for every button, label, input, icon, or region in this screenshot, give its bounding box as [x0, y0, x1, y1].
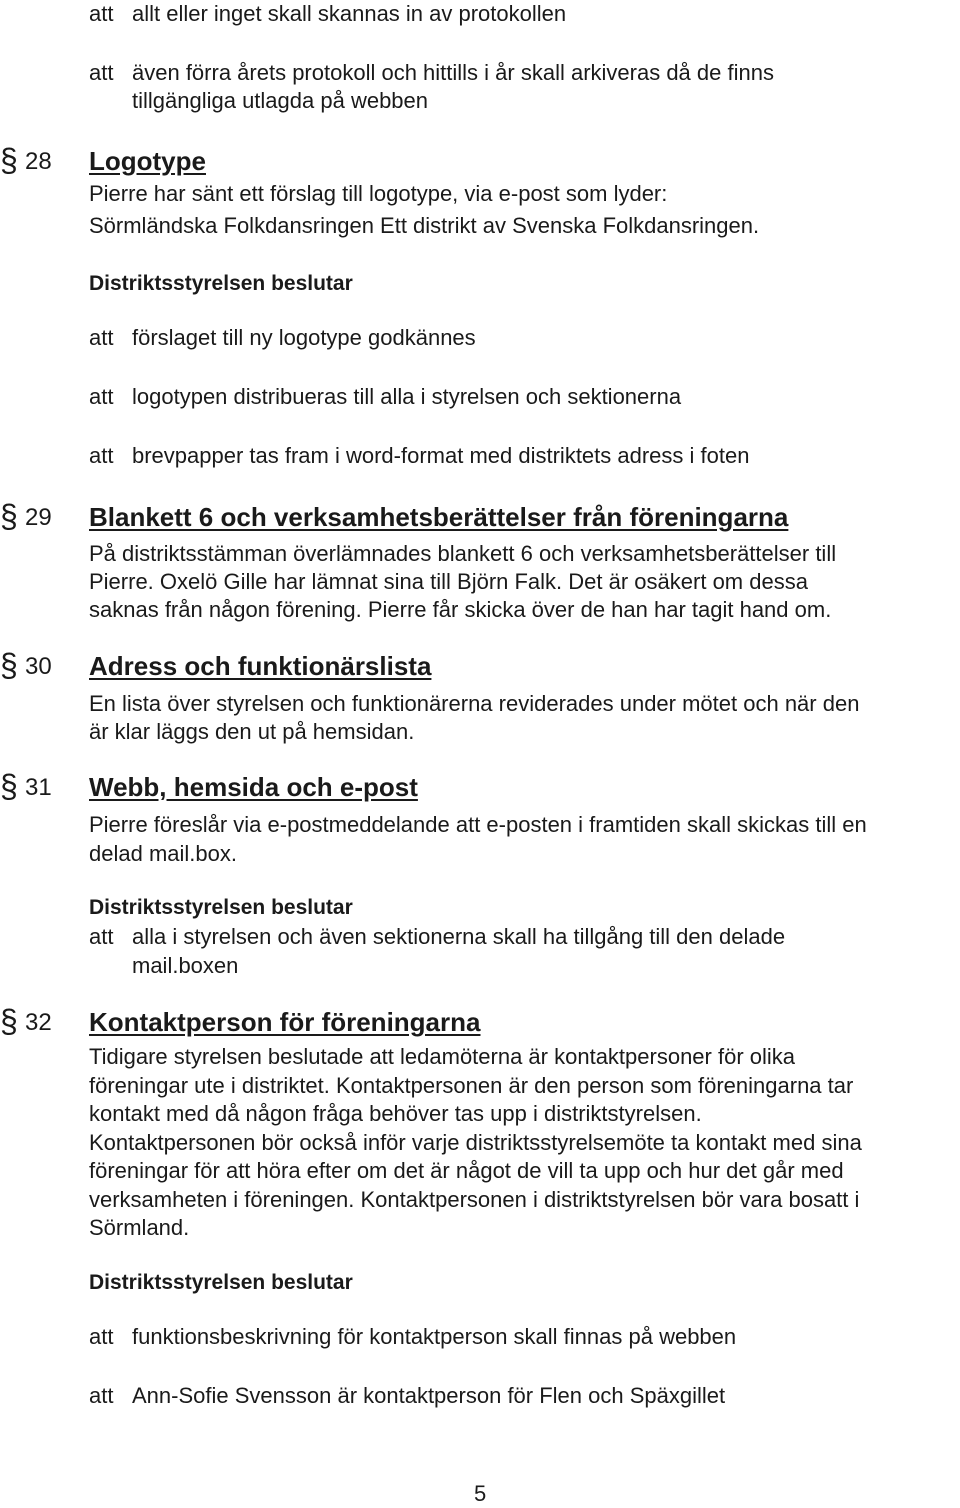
decision-heading: Distriktsstyrelsen beslutar: [89, 1271, 353, 1294]
page-number: 5: [474, 1481, 487, 1506]
section-body-line: delad mail.box.: [89, 841, 237, 866]
att-prefix: att: [89, 325, 114, 350]
decision-text: logotypen distribueras till alla i styrelsen och sektionerna: [132, 384, 682, 409]
section-number: 29: [25, 504, 52, 531]
section-mark: §: [0, 142, 18, 178]
section-title: Logotype: [89, 146, 206, 176]
section-mark: §: [0, 768, 18, 804]
section-title: Blankett 6 och verksamhetsberättelser från föreningarna: [89, 502, 789, 532]
decision-text: Ann-Sofie Svensson är kontaktperson för Flen och Späxgillet: [132, 1383, 726, 1408]
section-body-line: kontakt med då någon fråga behöver tas upp i distriktstyrelsen.: [89, 1101, 702, 1126]
section-body-line: Tidigare styrelsen beslutade att ledamöterna är kontaktpersoner för olika: [89, 1044, 796, 1069]
att-prefix: att: [89, 1383, 114, 1408]
section-body-line: är klar läggs den ut på hemsidan.: [89, 719, 415, 744]
att-prefix: att: [89, 443, 114, 468]
section-body-line: Sörmland.: [89, 1215, 190, 1240]
att-prefix: att: [89, 60, 114, 85]
intro-item-text: allt eller inget skall skannas in av protokollen: [132, 1, 567, 26]
section-body-line: Pierre har sänt ett förslag till logotype, via e-post som lyder:: [89, 181, 668, 206]
section-mark: §: [0, 1003, 18, 1039]
intro-item-text: tillgängliga utlagda på webben: [132, 88, 429, 113]
decision-text: alla i styrelsen och även sektionerna skall ha tillgång till den delade: [132, 924, 786, 949]
decision-heading: Distriktsstyrelsen beslutar: [89, 896, 353, 919]
att-prefix: att: [89, 924, 114, 949]
section-mark: §: [0, 647, 18, 683]
section-title: Webb, hemsida och e-post: [89, 772, 418, 802]
section-body-line: På distriktsstämman överlämnades blankett 6 och verksamhetsberättelser till: [89, 541, 837, 566]
decision-text: funktionsbeskrivning för kontaktperson skall finnas på webben: [132, 1324, 737, 1349]
section-body-line: Sörmländska Folkdansringen Ett distrikt av Svenska Folkdansringen.: [89, 213, 760, 238]
decision-heading: Distriktsstyrelsen beslutar: [89, 272, 353, 295]
intro-item-text: även förra årets protokoll och hittills i år skall arkiveras då de finns: [132, 60, 774, 85]
section-number: 30: [25, 653, 52, 680]
decision-text: förslaget till ny logotype godkännes: [132, 325, 476, 350]
section-body-line: föreningar ute i distriktet. Kontaktpersonen är den person som föreningarna tar: [89, 1073, 854, 1098]
att-prefix: att: [89, 384, 114, 409]
section-mark: §: [0, 498, 18, 534]
section-number: 28: [25, 148, 52, 175]
section-number: 32: [25, 1009, 52, 1036]
section-body-line: Pierre föreslår via e-postmeddelande att e-posten i framtiden skall skickas till en: [89, 812, 867, 837]
section-body-line: Pierre. Oxelö Gille har lämnat sina till Björn Falk. Det är osäkert om dessa: [89, 569, 808, 594]
decision-text: brevpapper tas fram i word-format med distriktets adress i foten: [132, 443, 750, 468]
section-body-line: föreningar för att höra efter om det är något de vill ta upp och hur det går med: [89, 1158, 844, 1183]
section-body-line: verksamheten i föreningen. Kontaktpersonen i distriktstyrelsen bör vara bosatt i: [89, 1187, 860, 1212]
decision-text: mail.boxen: [132, 953, 239, 978]
att-prefix: att: [89, 1324, 114, 1349]
section-body-line: Kontaktpersonen bör också inför varje distriktsstyrelsemöte ta kontakt med sina: [89, 1130, 862, 1155]
section-body-line: En lista över styrelsen och funktionärerna reviderades under mötet och när den: [89, 691, 860, 716]
section-title: Adress och funktionärslista: [89, 651, 432, 681]
att-prefix: att: [89, 1, 114, 26]
section-body-line: saknas från någon förening. Pierre får skicka över de han har tagit hand om.: [89, 597, 832, 622]
section-number: 31: [25, 774, 52, 801]
section-title: Kontaktperson för föreningarna: [89, 1007, 481, 1037]
